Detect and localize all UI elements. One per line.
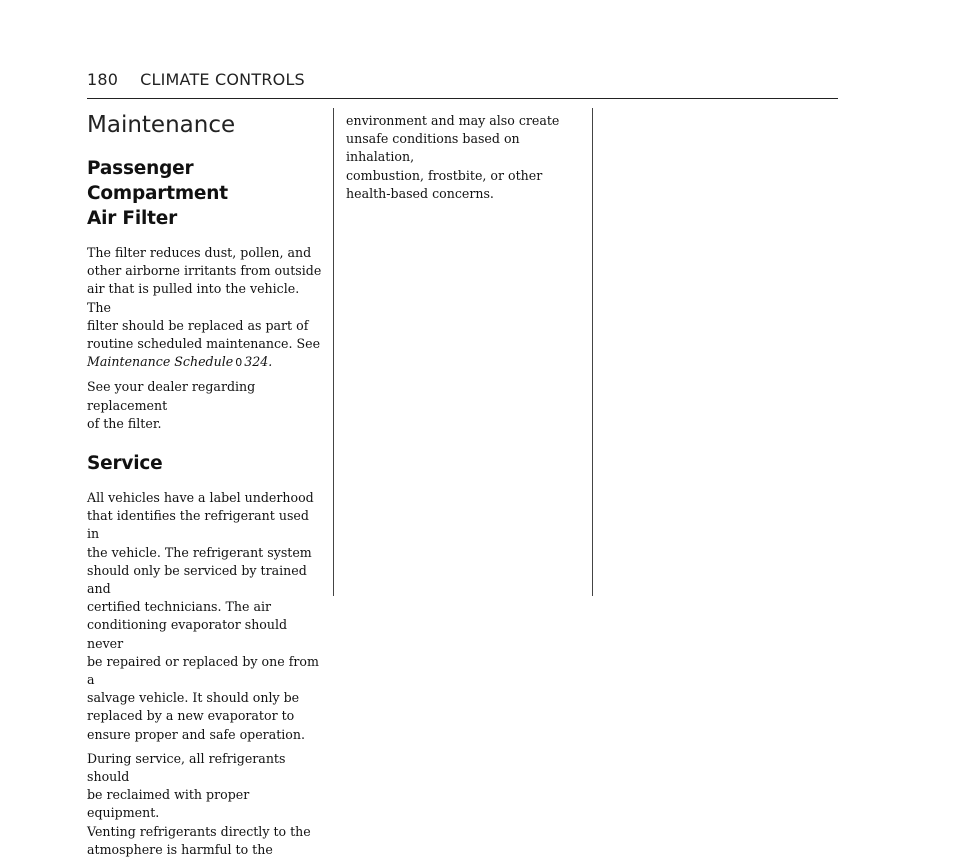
section-title: Maintenance [87,112,236,138]
text-line: environment and may also create [346,113,560,128]
text-line: replaced by a new evaporator to [87,708,295,724]
text-line: the vehicle. The refrigerant system [87,544,312,560]
text-line: of the filter. [87,415,162,431]
text-line: During service, all refrigerants should [87,750,286,785]
text-line: The filter reduces dust, pollen, and [87,245,312,260]
filter-heading-line2: Air Filter [87,208,178,229]
text-line: unsafe conditions based on inhalation, [346,131,520,165]
filter-paragraph-1: The filter reduces dust, pollen, and other airborne irritants from outside air that is pulled into the vehicle. The filter should be replaced as part of routine scheduled maintenance. See Maintenance Schedule 0 324. [87,245,322,370]
text-line: All vehicles have a label underhood [87,490,314,506]
reference-page-number[interactable]: 324 [244,354,269,370]
text-line: should only be serviced by trained and [87,562,307,597]
text-line: Venting refrigerants directly to the [87,823,311,839]
text-line: conditioning evaporator should never [87,617,288,651]
column-divider-1 [333,108,334,596]
service-heading: Service [87,453,163,475]
text-line: atmosphere is harmful to the [87,841,273,857]
service-paragraph-1 [87,489,323,744]
text-line: other airborne irritants from outside [87,263,322,279]
chapter-title: CLIMATE CONTROLS [140,70,305,89]
maintenance-schedule-link[interactable]: Maintenance Schedule [87,354,234,370]
text-line: certified technicians. The air [87,599,272,615]
page-header [87,70,305,89]
column-left [87,108,323,859]
filter-paragraph-2 [87,378,323,433]
column-divider-2 [592,108,593,596]
filter-heading-line1: Passenger Compartment [87,158,228,204]
text-line: combustion, frostbite, or other [346,167,543,183]
service-paragraph-2 [87,750,323,859]
text-line: health-based concerns. [346,185,494,201]
text-line: salvage vehicle. It should only be [87,690,300,706]
text-line: filter should be replaced as part of [87,317,309,333]
text-line: be reclaimed with proper equipment. [87,787,250,821]
text-line: that identifies the refrigerant used in [87,508,309,542]
text-line: routine scheduled maintenance. See [87,336,321,352]
text-line: be repaired or replaced by one from a [87,653,319,688]
page-number: 180 [87,70,119,89]
header-rule [87,98,838,99]
filter-heading [87,156,323,231]
column-middle [346,112,582,203]
text-line: air that is pulled into the vehicle. The [87,281,300,315]
page-reference-icon: 0 [235,356,243,370]
text-line: See your dealer regarding replacement [87,379,256,413]
text-line: ensure proper and safe operation. [87,726,305,742]
service-paragraph-2-continued [346,112,582,203]
